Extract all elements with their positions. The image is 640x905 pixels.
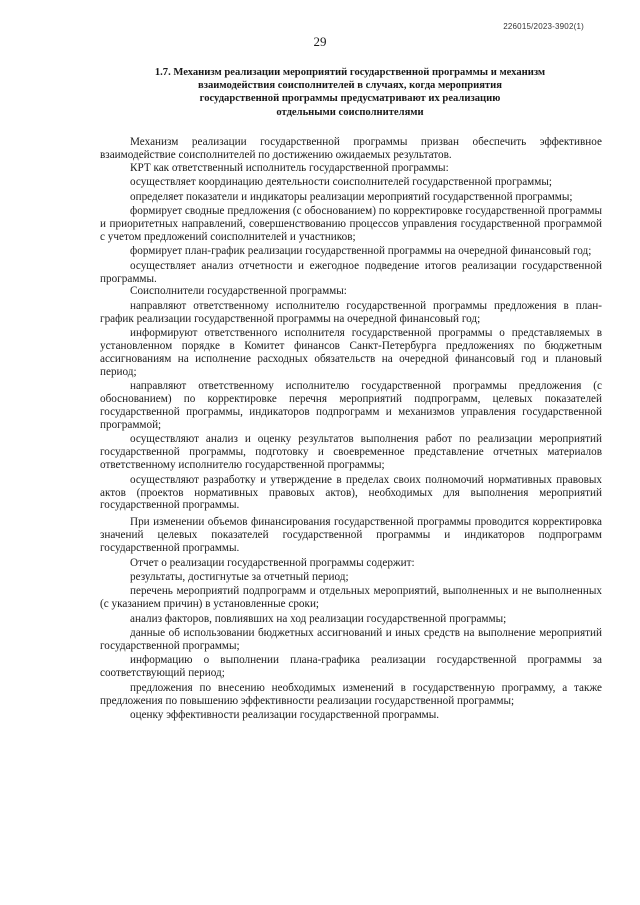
body-paragraph: осуществляет анализ отчетности и ежегодное подведение итогов реализации государственной программы. [100,259,602,285]
body-paragraph: анализ факторов, повлиявших на ход реализации государственной программы; [130,612,507,625]
body-paragraph: данные об использовании бюджетных ассигнований и иных средств на выполнение мероприятий государственной программы; [100,627,602,653]
document-body [100,136,602,722]
body-paragraph: осуществляет координацию деятельности соисполнителей государственной программы; [130,176,552,189]
body-paragraph: Соисполнители государственной программы: [130,285,347,298]
body-paragraph: формирует план-график реализации государственной программы на очередной финансовый год; [130,245,592,258]
body-paragraph: осуществляют анализ и оценку результатов выполнения работ по реализации мероприятий государственной программы, подготовку и своевременное представление отчетных материалов ответственному исполнителю государственной программы; [100,433,602,472]
body-paragraph: предложения по внесению необходимых изменений в государственную программу, а также предложения по повышению эффективности реализации государственной программы; [100,681,602,707]
body-paragraph: информируют ответственного исполнителя государственной программы о представляемых в установленном порядке в Комитет финансов Санкт-Петербурга предложениях по бюджетным ассигнованиям на исполнение расходных обязательств на очередной финансовый год и плановый период; [100,327,602,378]
body-paragraph: осуществляют разработку и утверждение в пределах своих полномочий нормативных правовых актов (проектов нормативных правовых актов), необходимых для выполнения мероприятий государственной программы. [100,473,602,512]
document-registration-number: 226015/2023-3902(1) [503,22,584,31]
body-paragraph: определяет показатели и индикаторы реализации мероприятий государственной программы; [130,190,573,203]
section-heading-line: взаимодействия соисполнителей в случаях, когда мероприятия [198,80,502,92]
body-paragraph: формирует сводные предложения (с обоснованием) по корректировке государственной программы и приоритетных направлений, совершенствованию процессов управления государственной программой с учетом предложений соисполнителей и участников; [100,205,602,243]
body-paragraph: перечень мероприятий подпрограмм и отдельных мероприятий, выполненных и не выполненных (с указанием причин) в установленные сроки; [100,585,602,611]
body-paragraph: КРТ как ответственный исполнитель государственной программы: [130,161,449,174]
section-heading-line: государственной программы предусматривают их реализацию [199,93,501,105]
page-number: 29 [313,34,327,49]
body-paragraph: Отчет о реализации государственной программы содержит: [130,556,415,569]
section-heading-line: отдельными соисполнителями [276,106,424,118]
section-heading [100,66,600,119]
body-paragraph: При изменении объемов финансирования государственной программы проводится корректировка значений целевых показателей государственной программы и индикаторов подпрограмм государственной программы. [100,516,602,555]
body-paragraph: информацию о выполнении плана-графика реализации государственной программы за соответствующий период; [100,654,602,680]
body-paragraph: направляют ответственному исполнителю государственной программы предложения (с обоснованием) по корректировке перечня мероприятий подпрограмм, целевых показателей государственной программы, индикаторов подпрограмм и механизмов управления государственной программой; [100,380,602,432]
body-paragraph: результаты, достигнутые за отчетный период; [130,571,349,583]
body-paragraph: Механизм реализации государственной программы призван обеспечить эффективное взаимодействие соисполнителей по достижению ожидаемых результатов. [100,136,602,161]
section-heading-line: 1.7. Механизм реализации мероприятий государственной программы и механизм [154,67,546,78]
body-paragraph: направляют ответственному исполнителю государственной программы предложения в план-график реализации государственной программы на очередной финансовый год; [100,299,602,325]
body-paragraph: оценку эффективности реализации государственной программы. [130,709,440,722]
